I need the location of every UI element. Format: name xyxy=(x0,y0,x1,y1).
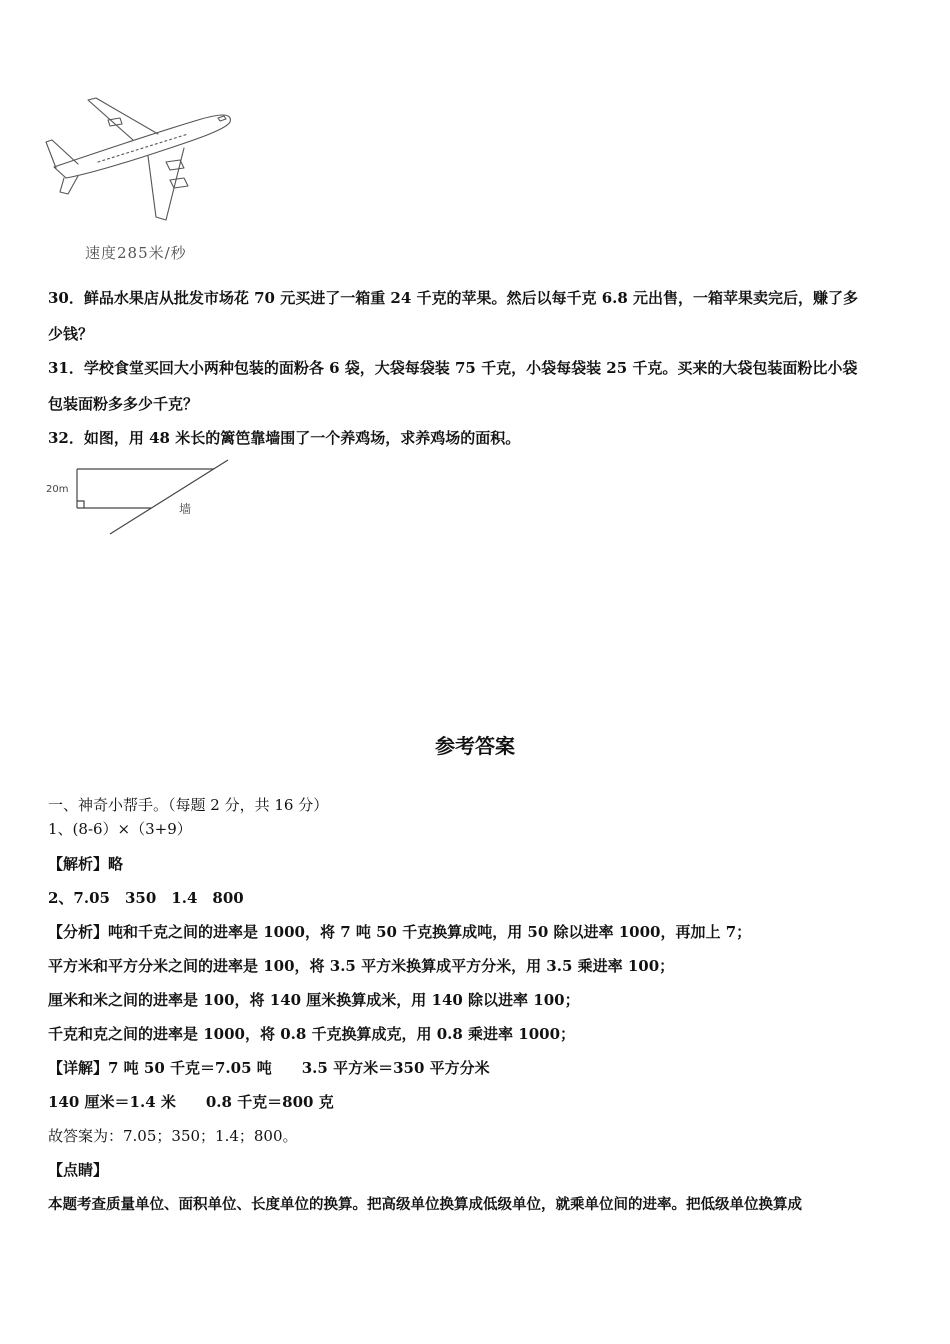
xiangjie-tag: 【详解】 xyxy=(48,1059,109,1077)
question-30-line1: 30．鲜品水果店从批发市场花 70 元买进了一箱重 24 千克的苹果。然后以每千克 6.8 元出售，一箱苹果卖完后，赚了多 xyxy=(48,289,859,307)
side-label: 20m xyxy=(46,484,69,495)
q1-jiexi xyxy=(48,853,123,874)
airplane-figure xyxy=(38,92,248,227)
fenxi-tag: 【分析】 xyxy=(48,923,109,941)
fenxi-line3: 厘米和米之间的进率是 100，将 140 厘米换算成米，用 140 除以进率 100； xyxy=(48,991,580,1009)
question-31-line1: 31．学校食堂买回大小两种包装的面粉各 6 袋，大袋每袋装 75 千克，小袋每袋装 25 千克。买来的大袋包装面粉比小袋 xyxy=(48,359,858,377)
wall-figure xyxy=(44,456,234,541)
section-heading: 一、神奇小帮手。（每题 2 分，共 16 分） xyxy=(48,796,329,814)
fenxi-line4: 千克和克之间的进率是 1000，将 0.8 千克换算成克，用 0.8 乘进率 1000； xyxy=(48,1025,576,1043)
wall-label: 墙 xyxy=(179,502,192,516)
q2-fenxi xyxy=(48,921,751,942)
q2-answer: 2、7.05 350 1.4 800 xyxy=(48,889,244,907)
dianjing-text: 本题考查质量单位、面积单位、长度单位的换算。把高级单位换算成低级单位，就乘单位间的进率。把低级单位换算成 xyxy=(48,1196,802,1213)
jiexi-text: 略 xyxy=(108,855,124,873)
dianjing-tag: 【点睛】 xyxy=(48,1161,109,1179)
question-31-line2: 包装面粉多多少千克？ xyxy=(48,395,199,413)
question-30-line2: 少钱？ xyxy=(48,325,94,343)
xiangjie-line2: 140 厘米＝1.4 米 0.8 千克＝800 克 xyxy=(48,1093,334,1111)
jiexi-tag: 【解析】 xyxy=(48,855,109,873)
question-32-line1: 32．如图，用 48 米长的篱笆靠墙围了一个养鸡场，求养鸡场的面积。 xyxy=(48,429,521,447)
plane-caption: 速度285米/秒 xyxy=(85,244,187,262)
fenxi-line2: 平方米和平方分米之间的进率是 100，将 3.5 平方米换算成平方分米，用 3.5 乘进率 100； xyxy=(48,957,675,975)
q2-final: 故答案为：7.05；350；1.4；800。 xyxy=(48,1127,298,1145)
q1-answer: 1、(8-6）×（3+9） xyxy=(48,820,192,838)
xiangjie-line1: 7 吨 50 千克＝7.05 吨 3.5 平方米＝350 平方分米 xyxy=(108,1059,490,1077)
fenxi-line1: 吨和千克之间的进率是 1000，将 7 吨 50 千克换算成吨，用 50 除以进率 1000，再加上 7； xyxy=(108,923,752,941)
answer-title: 参考答案 xyxy=(435,734,515,758)
q2-xiangjie xyxy=(48,1057,490,1078)
